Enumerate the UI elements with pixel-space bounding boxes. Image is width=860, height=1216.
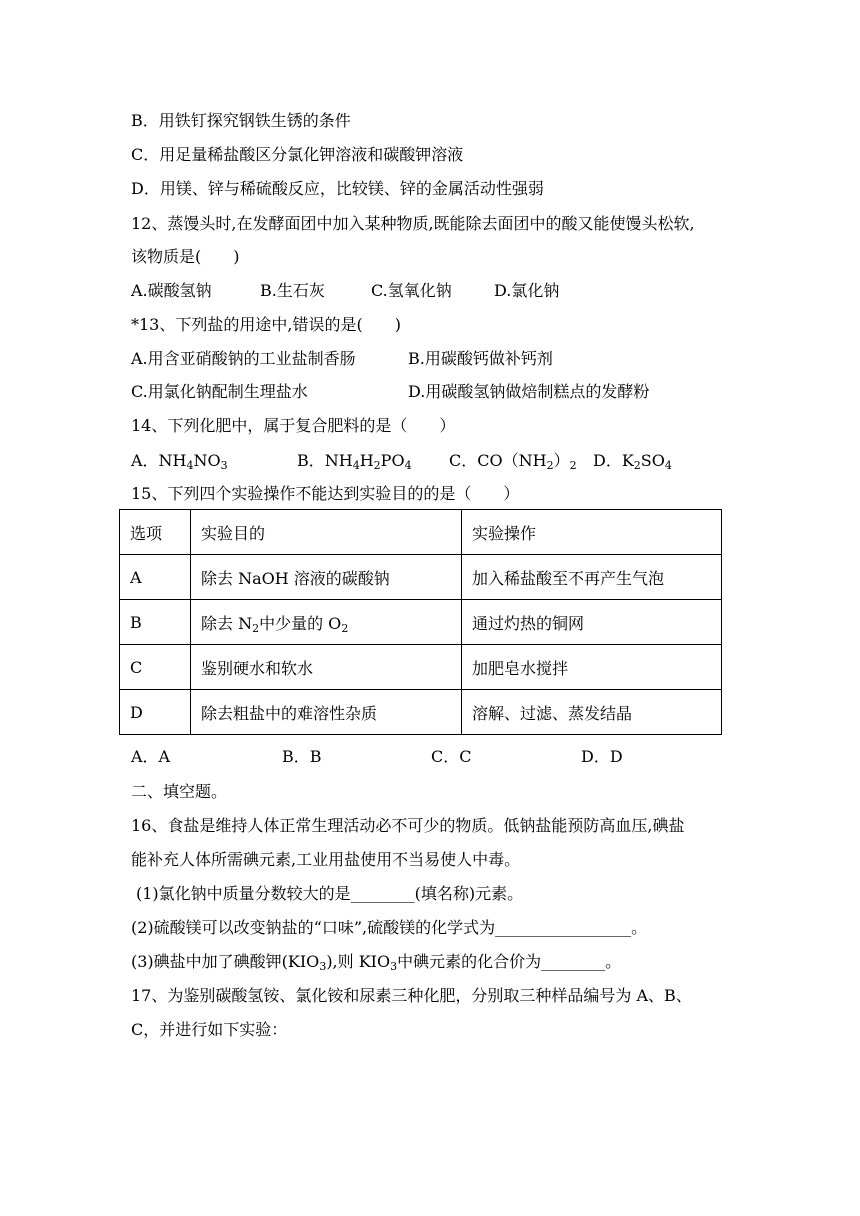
header-purpose: 实验目的 — [191, 510, 462, 555]
row-option: A — [120, 555, 191, 600]
table-row — [120, 555, 722, 600]
q16-sub3: (3)碘盐中加了碘酸钾$(KIO_3)$,则 $KIO_3$中碘元素的化合价为________。 — [131, 952, 622, 973]
q16-stem-line1: 16、食盐是维持人体正常生理活动必不可少的物质。低钠盐能预防高血压,碘盐 — [131, 816, 685, 835]
q14-stem: 14、下列化肥中，属于复合肥料的是（ ） — [131, 416, 456, 435]
row-operation: 加肥皂水搅拌 — [462, 645, 722, 690]
table-row — [120, 600, 722, 645]
q12-stem-line1: 12、蒸馒头时,在发酵面团中加入某种物质,既能除去面团中的酸又能使馒头松软, — [131, 214, 695, 233]
q15-option-a: A．A — [131, 747, 171, 766]
header-operation: 实验操作 — [462, 510, 722, 555]
q12-option-c: C.氢氧化钠 — [371, 281, 452, 300]
row-operation: 通过灼热的铜网 — [462, 600, 722, 645]
q13-stem: *13、下列盐的用途中,错误的是( ) — [131, 315, 401, 334]
q12-option-b: B.生石灰 — [260, 281, 325, 300]
q16-stem-line2: 能补充人体所需碘元素,工业用盐使用不当易使人中毒。 — [131, 850, 521, 869]
q12-stem-line2: 该物质是( ) — [131, 247, 240, 266]
q17-stem-line2: C，并进行如下实验： — [131, 1020, 288, 1039]
row-purpose: 除去 $N_2$中少量的 $O_2$ — [191, 600, 462, 645]
q11-option-b: B．用铁钉探究钢铁生锈的条件 — [131, 111, 351, 130]
q17-stem-line1: 17、为鉴别碳酸氢铵、氯化铵和尿素三种化肥，分别取三种样品编号为 A、B、 — [131, 986, 692, 1005]
q15-option-c: C．C — [431, 747, 472, 766]
table-header-row — [120, 510, 722, 555]
q16-sub1: (1)氯化钠中质量分数较大的是________(填名称)元素。 — [136, 884, 524, 903]
section-heading: 二、填空题。 — [131, 782, 228, 801]
q15-stem: 15、下列四个实验操作不能达到实验目的的是（ ） — [131, 484, 520, 503]
row-purpose: 除去 NaOH 溶液的碳酸钠 — [191, 555, 462, 600]
q14-option-d: D．$K_2SO_4$ — [593, 451, 672, 472]
row-option: C — [120, 645, 191, 690]
q13-option-d: D.用碳酸氢钠做焙制糕点的发酵粉 — [408, 382, 650, 401]
row-purpose: 除去粗盐中的难溶性杂质 — [191, 690, 462, 735]
q13-option-a: A.用含亚硝酸钠的工业盐制香肠 — [131, 349, 356, 368]
table-row — [120, 645, 722, 690]
q15-table — [119, 509, 722, 735]
q13-option-b: B.用碳酸钙做补钙剂 — [408, 349, 553, 368]
row-operation: 溶解、过滤、蒸发结晶 — [462, 690, 722, 735]
q12-option-a: A.碳酸氢钠 — [131, 281, 212, 300]
q11-option-c: C．用足量稀盐酸区分氯化钾溶液和碳酸钾溶液 — [131, 145, 464, 164]
q14-option-c: C．$CO(NH_2)_2$ — [449, 451, 577, 472]
table-row — [120, 690, 722, 735]
header-option: 选项 — [120, 510, 191, 555]
q14-option-b: B．$NH_4H_2PO_4$ — [297, 451, 412, 472]
row-purpose: 鉴别硬水和软水 — [191, 645, 462, 690]
q13-option-c: C.用氯化钠配制生理盐水 — [131, 382, 308, 401]
row-operation: 加入稀盐酸至不再产生气泡 — [462, 555, 722, 600]
row-option: D — [120, 690, 191, 735]
q16-sub2: (2)硫酸镁可以改变钠盐的“口味”,硫酸镁的化学式为_________________。 — [131, 918, 648, 937]
q15-option-d: D．D — [581, 747, 623, 766]
q14-option-a: A．$NH_4NO_3$ — [131, 451, 228, 472]
q12-option-d: D.氯化钠 — [494, 281, 560, 300]
q11-option-d: D．用镁、锌与稀硫酸反应，比较镁、锌的金属活动性强弱 — [131, 179, 544, 198]
row-option: B — [120, 600, 191, 645]
q15-option-b: B．B — [282, 747, 322, 766]
